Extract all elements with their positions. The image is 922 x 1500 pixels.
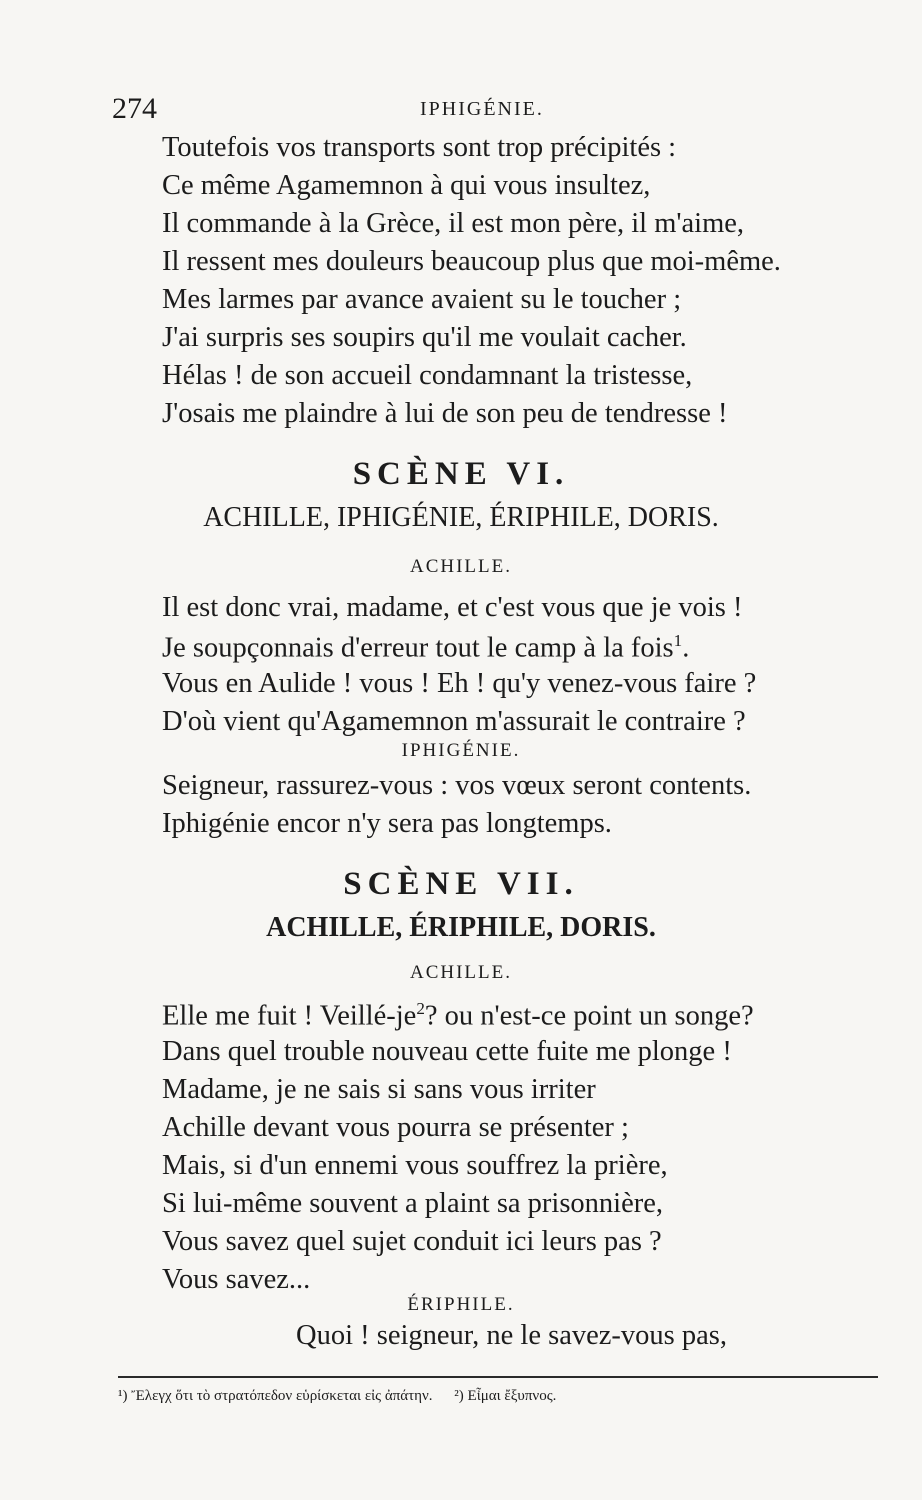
- scene-7-title: SCÈNE VII.: [343, 866, 579, 902]
- verse-line: Hélas ! de son accueil condamnant la tristesse,: [162, 360, 693, 391]
- page-header: [0, 92, 922, 128]
- verse-line: Ce même Agamemnon à qui vous insultez,: [162, 170, 651, 201]
- footnote-ref: 2: [416, 999, 425, 1018]
- verse-line: D'où vient qu'Agamemnon m'assurait le contraire ?: [162, 706, 746, 737]
- page-number: 274: [112, 92, 157, 125]
- footnote-divider: [118, 1376, 878, 1378]
- speaker-achille: ACHILLE.: [409, 962, 512, 983]
- verse-line: Madame, je ne sais si sans vous irriter: [162, 1074, 596, 1105]
- verse-line: Mes larmes par avance avaient su le toucher ;: [162, 284, 682, 315]
- footnote-ref: 1: [673, 631, 683, 650]
- verse-line: J'osais me plaindre à lui de son peu de tendresse !: [162, 398, 728, 429]
- verse-line: Il ressent mes douleurs beaucoup plus que moi-même.: [162, 246, 781, 277]
- verse-line: Seigneur, rassurez-vous : vos vœux seront contents.: [162, 770, 752, 801]
- scene-7-characters: ACHILLE, ÉRIPHILE, DORIS.: [266, 912, 656, 943]
- speaker-achille: ACHILLE.: [409, 556, 512, 577]
- verse-line: [162, 1000, 754, 1031]
- verse-line: Il commande à la Grèce, il est mon père, il m'aime,: [162, 208, 745, 239]
- speaker-eriphile: ÉRIPHILE.: [407, 1294, 515, 1315]
- verse-line: Vous savez quel sujet conduit ici leurs pas ?: [162, 1226, 662, 1257]
- footnotes: [118, 1388, 556, 1405]
- verse-punctuation: .: [682, 632, 690, 664]
- speaker-iphigenie: IPHIGÉNIE.: [401, 740, 521, 761]
- verse-text: Elle me fuit ! Veillé-je: [162, 1000, 417, 1032]
- verse-line: Quoi ! seigneur, ne le savez-vous pas,: [296, 1320, 727, 1351]
- scene-6-title: SCÈNE VI.: [352, 456, 570, 492]
- verse-line: Vous savez...: [162, 1264, 311, 1295]
- verse-line: [162, 632, 689, 663]
- verse-line: Iphigénie encor n'y sera pas longtemps.: [162, 808, 612, 839]
- footnote-2: ²) Εἶμαι ἔξυπνος.: [454, 1388, 557, 1404]
- verse-text: Je soupçonnais d'erreur tout le camp à la fois: [162, 632, 674, 664]
- verse-line: J'ai surpris ses soupirs qu'il me voulait cacher.: [162, 322, 687, 353]
- scene-6-characters: ACHILLE, IPHIGÉNIE, ÉRIPHILE, DORIS.: [203, 502, 719, 533]
- verse-line: Toutefois vos transports sont trop précipités :: [162, 132, 677, 163]
- verse-text: ? ou n'est-ce point un songe?: [424, 1000, 754, 1032]
- running-title: IPHIGÉNIE.: [420, 98, 544, 120]
- verse-line: Si lui-même souvent a plaint sa prisonnière,: [162, 1188, 664, 1219]
- verse-line: Achille devant vous pourra se présenter ;: [162, 1112, 629, 1143]
- footnote-1: ¹) Ἔλεγχ ὅτι τὸ στρατόπεδον εὑρίσκεται εἰς ἀπάτην.: [118, 1388, 433, 1404]
- verse-line: Dans quel trouble nouveau cette fuite me plonge !: [162, 1036, 732, 1067]
- verse-line: Il est donc vrai, madame, et c'est vous que je vois !: [162, 592, 743, 623]
- verse-line: Vous en Aulide ! vous ! Eh ! qu'y venez-vous faire ?: [162, 668, 757, 699]
- verse-line: Mais, si d'un ennemi vous souffrez la prière,: [162, 1150, 668, 1181]
